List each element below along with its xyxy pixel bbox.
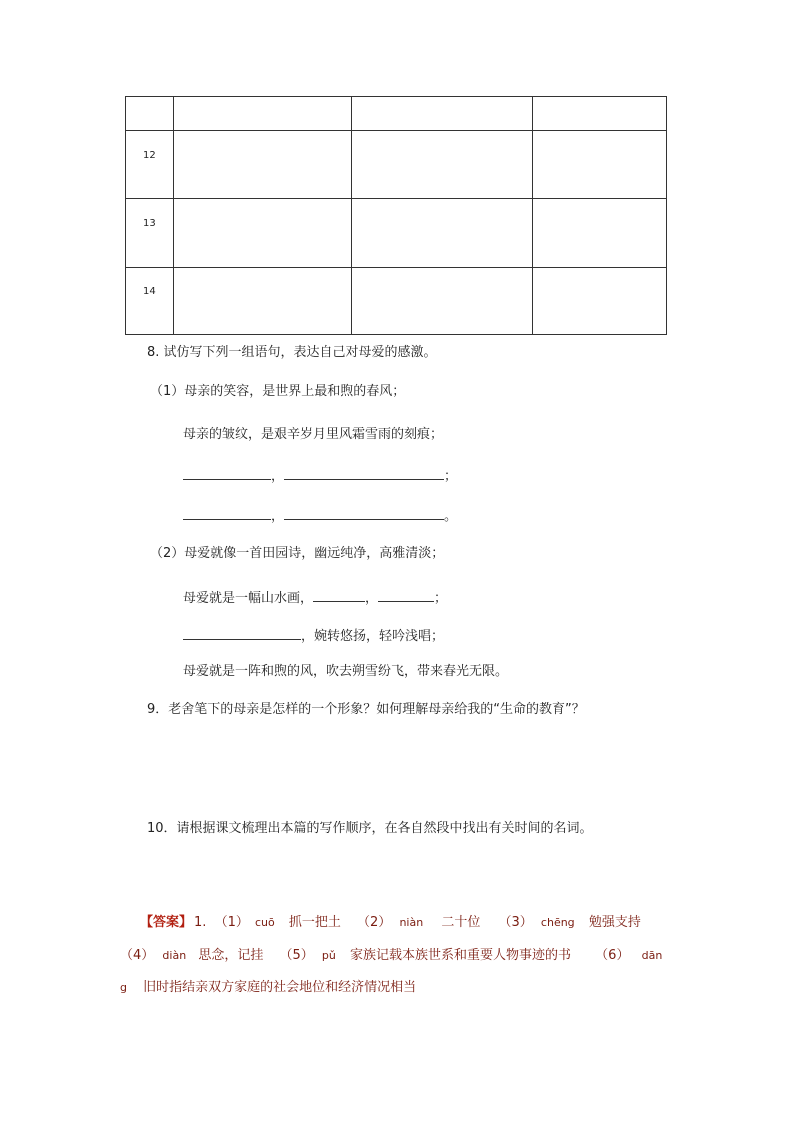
answer-line-2 (120, 944, 662, 963)
answer-line-3 (120, 976, 416, 995)
table-rule (125, 130, 667, 131)
table-rule (125, 198, 667, 199)
comma: ， (365, 591, 379, 606)
question-10: 10．请根据课文梳理出本篇的写作顺序，在各自然段中找出有关时间的名词。 (147, 821, 593, 836)
answer-pinyin: chēng (540, 916, 575, 929)
table-rule (173, 96, 174, 335)
answer-pinyin: g (120, 981, 127, 994)
q8-part1-blank-row-1 (183, 465, 457, 486)
part-label: （2） (150, 546, 185, 561)
answer-pinyin: dān (641, 949, 663, 962)
table-rule (532, 96, 533, 335)
period: 。 (444, 509, 458, 524)
q8-part1-line1 (150, 383, 405, 401)
table-rule (666, 96, 667, 335)
table-row-number: 12 (143, 150, 156, 161)
example-sentence: 母亲的笑容，是世界上最和煦的春风； (184, 384, 406, 399)
answer-item-index: （6） (595, 948, 630, 963)
answer-meaning: 思念，记挂 (198, 948, 264, 963)
answer-item-index: （1） (214, 915, 249, 930)
answer-tag: 【答案】 (140, 915, 193, 930)
q8-part2-line3 (183, 625, 444, 646)
answer-pinyin: diàn (162, 949, 187, 962)
fill-blank[interactable] (284, 465, 444, 480)
answer-meaning: 家族记载本族世系和重要人物事迹的书 (350, 948, 572, 963)
answer-item-index: （3） (498, 915, 533, 930)
table-rule (125, 96, 126, 335)
answer-meaning: 旧时指结亲双方家庭的社会地位和经济情况相当 (143, 980, 417, 995)
fill-blank[interactable] (183, 465, 271, 480)
question-8-title: 8. 试仿写下列一组语句，表达自己对母爱的感激。 (147, 345, 437, 360)
part-label: （1） (150, 384, 185, 399)
answer-number: 1. (194, 915, 207, 930)
fill-blank[interactable] (183, 505, 271, 520)
fill-blank[interactable] (183, 625, 301, 640)
comma: ， (271, 509, 285, 524)
q8-part2-line1 (150, 545, 444, 563)
q8-part2-line2 (183, 587, 447, 608)
semicolon: ； (444, 469, 458, 484)
table-row-number: 14 (143, 286, 156, 297)
table-rule (125, 334, 667, 335)
table-row-number: 13 (143, 218, 156, 229)
answer-item-index: （2） (357, 915, 392, 930)
answer-meaning: 抓一把土 (288, 915, 341, 930)
table-rule (351, 96, 352, 335)
q8-part1-blank-row-2 (183, 505, 457, 526)
answer-meaning: 二十位 (441, 915, 481, 930)
answer-pinyin: cuō (254, 916, 275, 929)
answer-item-index: （4） (120, 948, 155, 963)
answer-meaning: 勉强支持 (588, 915, 641, 930)
fill-blank[interactable] (378, 587, 434, 602)
example-sentence: 母爱就像一首田园诗，幽远纯净，高雅清淡； (184, 546, 445, 561)
table-rule (125, 96, 667, 97)
comma: ， (271, 469, 285, 484)
answer-pinyin: niàn (399, 916, 424, 929)
question-9: 9．老舍笔下的母亲是怎样的一个形象？如何理解母亲给我的“生命的教育”？ (147, 702, 585, 717)
fill-blank[interactable] (313, 587, 365, 602)
q8-part1-line2: 母亲的皱纹，是艰辛岁月里风霜雪雨的刻痕； (183, 427, 444, 442)
q8-part2-line4: 母爱就是一阵和煦的风，吹去朔雪纷飞，带来春光无限。 (183, 664, 509, 679)
sentence-prefix: 母爱就是一幅山水画， (183, 591, 314, 606)
sentence-suffix: ，婉转悠扬，轻吟浅唱； (301, 629, 445, 644)
answer-line-1 (140, 911, 641, 930)
fill-blank[interactable] (284, 505, 444, 520)
table-rule (125, 267, 667, 268)
answer-pinyin: pǔ (321, 949, 336, 962)
answer-item-index: （5） (279, 948, 314, 963)
semicolon: ； (434, 591, 448, 606)
